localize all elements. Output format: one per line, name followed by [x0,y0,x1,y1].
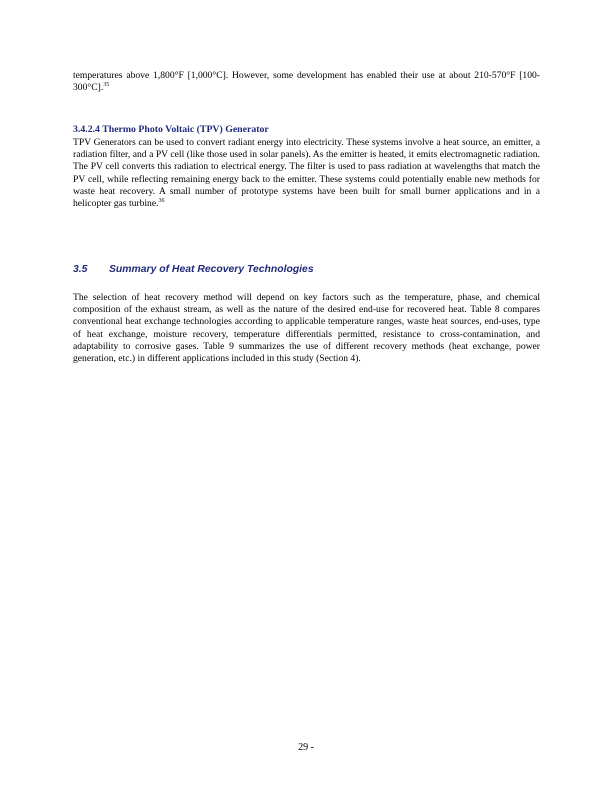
section-number: 3.5 [73,264,88,275]
section-title: Summary of Heat Recovery Technologies [109,264,314,275]
paragraph-text: TPV Generators can be used to convert radiant energy into electricity. These systems involve a heat source, an emitter, a radiation filter, and a PV cell (like those used in solar panels). As the emitter is heated, it emits electromagnetic radiation. The PV cell converts this radiation to electrical energy. The filter is used to pass radiation at wavelengths that match the PV cell, while reflecting remaining energy back to the emitter. These systems could potentially enable new methods for waste heat recovery. A small number of prototype systems have been built for small burner applications and in a helicopter gas turbine. [73,137,540,210]
paragraph-text: The selection of heat recovery method will depend on key factors such as the temperature, phase, and chemical composition of the exhaust stream, as well as the nature of the desired end-use for recovered heat. Table 8 compares conventional heat exchange technologies according to applicable temperature ranges, waste heat sources, end-uses, type of heat exchange, moisture recovery, temperature differentials permitted, resistance to cross-contamination, and adaptability to corrosive gases. Table 9 summarizes the use of different recovery methods (heat exchange, power generation, etc.) in different applications included in this study (Section 4). [73,292,540,365]
paragraph-summary [73,292,540,365]
subsection-heading: 3.4.2.4 Thermo Photo Voltaic (TPV) Generator [73,124,269,135]
page-number: 29 - [298,742,314,753]
section-heading [73,264,314,275]
paragraph-tpv-description [73,137,540,210]
paragraph-text: temperatures above 1,800°F [1,000°C]. However, some development has enabled their use at about 210-570°F [100-300°C]. [73,70,540,94]
footnote-reference: 36 [158,197,165,204]
paragraph-tpv-temperatures [73,70,540,94]
footnote-reference: 35 [103,82,110,89]
